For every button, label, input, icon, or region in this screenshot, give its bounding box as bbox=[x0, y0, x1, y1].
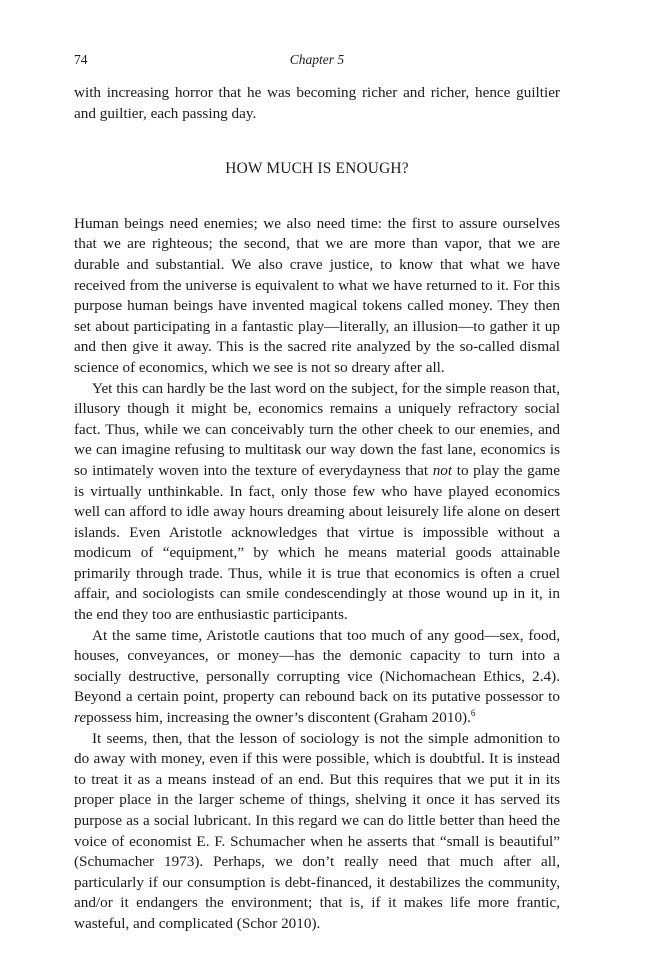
continued-paragraph: with increasing horror that he was becoming richer and richer, hence guiltier and guiltier, each passing day. bbox=[74, 84, 560, 122]
running-head bbox=[74, 52, 560, 74]
paragraph-2-text-a: Yet this can hardly be the last word on the subject, for the simple reason that, illusory though it might be, economics remains a uniquely refractory social fact. Thus, while we can conceivably turn the other cheek to our enemies, and we can imagine refusing to multitask our way down the fast lane, economics is so intimately woven into the texture of everydayness that bbox=[74, 379, 560, 479]
paragraph-2-text-b: to play the game is virtually unthinkable. In fact, only those few who have played economics well can afford to idle away hours dreaming about leisurely life alone on desert islands. Even Aristotle acknowledges that virtue is impossible without a modicum of “equipment,” by which he means material goods attainable primarily through trade. Thus, while it is true that economics is often a cruel affair, and sociologists can smile condescendingly at those wound up in it, in the end they too are enthusiastic participants. bbox=[74, 461, 560, 624]
paragraph-3 bbox=[74, 626, 560, 729]
paragraph-4: It seems, then, that the lesson of sociology is not the simple admonition to do away with money, even if this were possible, which is doubtful. It is instead to treat it as a means instead of an end. But this requires that we put it in its proper place in the larger scheme of things, shelving it once it has served its purpose as a social lubricant. In this regard we can do little better than heed the voice of economist E. F. Schumacher when he asserts that “small is beautiful” (Schumacher 1973). Perhaps, we don’t really need that much after all, particularly if our consumption is debt-financed, it destabilizes the community, and/or it endangers the environment; that is, if it makes life more frantic, wasteful, and complicated (Schor 2010). bbox=[74, 729, 560, 932]
book-page bbox=[74, 52, 560, 935]
paragraph-3-emphasis: re bbox=[74, 709, 87, 727]
page-number: 74 bbox=[74, 52, 88, 67]
footnote-marker[interactable]: 6 bbox=[470, 708, 476, 719]
section-heading: HOW MUCH IS ENOUGH? bbox=[225, 160, 409, 178]
paragraph-3-text-b: possess him, increasing the owner’s discontent (Graham 2010). bbox=[86, 709, 471, 727]
chapter-title: Chapter 5 bbox=[289, 52, 345, 67]
paragraph-3-text-a: At the same time, Aristotle cautions that too much of any good—sex, food, houses, conveyances, or money—has the demonic capacity to turn into a socially destructive, personally corrupting vice (Nichomachean Ethics, 2.4). Beyond a certain point, property can rebound back on its putative possessor to bbox=[74, 626, 560, 706]
body-text bbox=[74, 83, 560, 935]
paragraph-2-emphasis: not bbox=[432, 461, 453, 479]
paragraph-2 bbox=[74, 379, 560, 626]
paragraph-1: Human beings need enemies; we also need time: the first to assure ourselves that we are righteous; the second, that we are more than vapor, that we are durable and substantial. We also crave justice, to know that what we have received from the universe is equivalent to what we have returned to it. For this purpose human beings have invented magical tokens called money. They then set about participating in a fantastic play—literally, an illusion—to gather it up and then give it away. This is the sacred rite analyzed by the so-called dismal science of economics, which we see is not so dreary after all. bbox=[74, 214, 560, 376]
